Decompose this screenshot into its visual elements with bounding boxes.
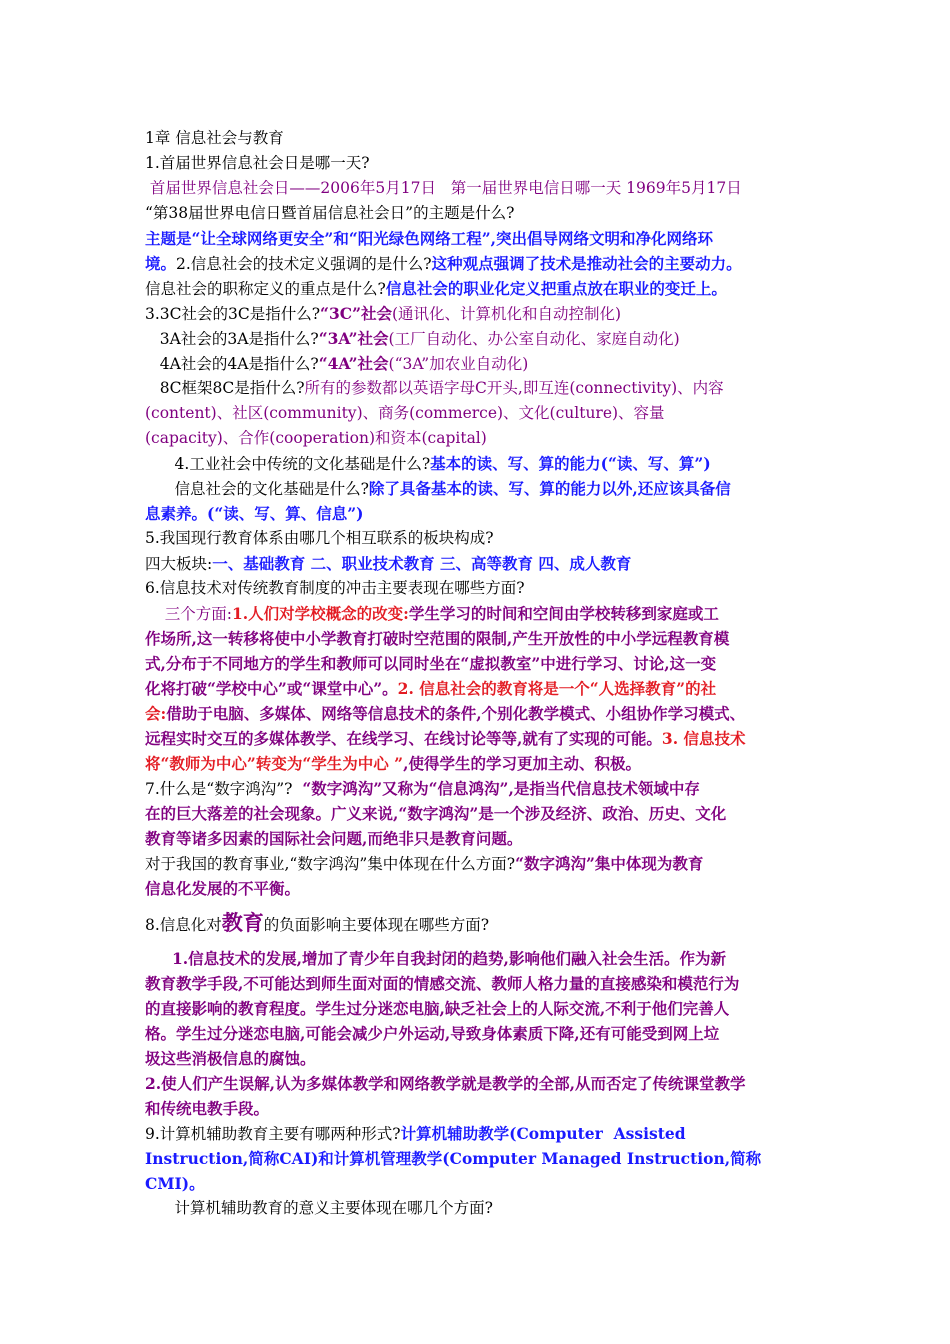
text-segment: 远程实时交互的多媒体教学、在线学习、在线讨论等等,就有了实现的可能。	[145, 729, 662, 748]
text-line	[145, 946, 807, 972]
text-segment: ,使得学生的学习更加主动、积极。	[403, 754, 641, 773]
text-segment: 主题是“让全球网络更安全”和“阳光绿色网络工程”,突出倡导网络文明和净化网络环	[145, 229, 714, 248]
text-segment: 1.信息技术的发展,增加了青少年自我封闭的趋势,影响他们融入社会生活。作为新	[145, 949, 726, 968]
text-line	[145, 401, 807, 426]
text-line	[145, 326, 807, 352]
text-line	[145, 351, 807, 377]
text-segment: 会:	[145, 704, 167, 723]
text-segment: Instruction,简称CAI)和计算机管理教学(Computer Managed Instruction,简称	[145, 1149, 762, 1168]
text-segment: 基本的读、写、算的能力(“读、写、算”)	[430, 454, 711, 473]
text-segment: 这种观点强调了技术是推动社会的主要动力。	[431, 254, 742, 273]
text-segment: (capacity)、合作(cooperation)和资本(capital)	[145, 429, 487, 447]
text-line	[145, 1071, 807, 1097]
text-line	[145, 451, 807, 477]
text-line	[145, 1021, 807, 1047]
text-line	[145, 751, 807, 777]
text-segment: 学生学习的时间和空间由学校转移到家庭或工	[408, 604, 719, 623]
text-line	[145, 876, 807, 902]
text-segment: 2.使人们产生误解,认为多媒体教学和网络教学就是教学的全部,从而否定了传统课堂教学	[145, 1074, 746, 1093]
text-line	[145, 626, 807, 652]
text-segment: 1.首届世界信息社会日是哪一天?	[145, 154, 370, 172]
text-segment: 4A社会的4A是指什么?	[145, 355, 319, 373]
text-line	[145, 1196, 807, 1221]
text-segment: 计算机辅助教学(Computer Assisted	[400, 1124, 686, 1143]
text-line	[145, 676, 807, 702]
text-segment: 3. 信息技术	[661, 729, 746, 748]
text-segment: 2.信息社会的技术定义强调的是什么?	[176, 255, 432, 273]
q8-suffix: 的负面影响主要体现在哪些方面?	[263, 916, 490, 934]
text-segment: 1.人们对学校概念的改变:	[231, 604, 409, 623]
text-segment: 将“教师为中心”转变为“学生为中心 ”	[145, 754, 404, 773]
text-segment: 6.信息技术对传统教育制度的冲击主要表现在哪些方面?	[145, 579, 525, 597]
text-segment: 3.3C社会的3C是指什么?	[145, 305, 321, 323]
text-segment: 格。学生过分迷恋电脑,可能会减少户外运动,导致身体素质下降,还有可能受到网上垃	[145, 1024, 720, 1043]
text-segment: 借助于电脑、多媒体、网络等信息技术的条件,个别化教学模式、小组协作学习模式、	[166, 704, 746, 723]
text-line	[145, 601, 807, 627]
text-line	[145, 1146, 807, 1172]
text-segment: “3C”社会	[320, 304, 392, 323]
text-line	[145, 276, 807, 302]
text-segment: 计算机辅助教育的意义主要体现在哪几个方面?	[145, 1199, 493, 1217]
text-segment: 三个方面:	[145, 605, 232, 623]
text-line	[145, 201, 807, 226]
question-8	[145, 908, 807, 940]
chapter-heading: 1章 信息社会与教育	[145, 129, 284, 147]
text-segment: 教育等诸多因素的国际社会问题,而绝非只是教育问题。	[145, 829, 523, 848]
text-segment: (“3A”加农业自动化)	[388, 355, 529, 373]
text-segment: (content)、社区(community)、商务(commerce)、文化(culture)、容量	[145, 404, 665, 422]
text-segment: 在的巨大落差的社会现象。广义来说,“数字鸿沟”是一个涉及经济、政治、历史、文化	[145, 804, 727, 823]
text-segment: 式,分布于不同地方的学生和教师可以同时坐在“虚拟教室”中进行学习、讨论,这一变	[145, 654, 717, 673]
text-line	[145, 996, 807, 1022]
text-segment: “3A”社会	[318, 329, 389, 348]
text-segment: 作场所,这一转移将使中小学教育打破时空范围的限制,产生开放性的中小学远程教育模	[145, 629, 730, 648]
text-segment: 4.工业社会中传统的文化基础是什么?	[145, 455, 431, 473]
text-segment: (工厂自动化、办公室自动化、家庭自动化)	[388, 330, 680, 348]
text-segment: “数字鸿沟”集中体现为教育	[515, 854, 704, 873]
text-segment: 和传统电教手段。	[145, 1099, 270, 1118]
text-segment: 除了具备基本的读、写、算的能力以外,还应该具备信	[368, 479, 731, 498]
text-line	[145, 476, 807, 502]
q8-prefix: 8.信息化对	[145, 916, 222, 934]
text-line	[145, 726, 807, 752]
text-segment: “4A”社会	[318, 354, 389, 373]
text-segment: 对于我国的教育事业,“数字鸿沟”集中体现在什么方面?	[145, 855, 516, 873]
text-line	[145, 251, 807, 277]
text-segment: 信息化发展的不平衡。	[145, 879, 301, 898]
text-line	[145, 651, 807, 677]
text-segment: 首届世界信息社会日——2006年5月17日 第一届世界电信日哪一天 1969年5月17日	[145, 179, 742, 197]
text-line	[145, 151, 807, 176]
text-segment: (通讯化、计算机化和自动控制化)	[392, 305, 622, 323]
text-line	[145, 776, 807, 802]
text-line	[145, 1121, 807, 1147]
text-line	[145, 526, 807, 551]
text-segment: 3A社会的3A是指什么?	[145, 330, 319, 348]
text-line	[145, 576, 807, 601]
text-segment: 2. 信息社会的教育将是一个“人选择教育”的社	[397, 679, 717, 698]
text-line	[145, 1171, 807, 1197]
q8-emphasis: 教育	[221, 910, 264, 935]
text-line	[145, 851, 807, 877]
text-line	[145, 701, 807, 727]
text-line	[145, 501, 807, 527]
text-segment: 5.我国现行教育体系由哪几个相互联系的板块构成?	[145, 529, 494, 547]
text-line	[145, 1046, 807, 1072]
text-segment: 的直接影响的教育程度。学生过分迷恋电脑,缺乏社会上的人际交流,不利于他们完善人	[145, 999, 730, 1018]
text-line	[145, 801, 807, 827]
text-segment: 信息社会的文化基础是什么?	[145, 480, 369, 498]
text-line	[145, 551, 807, 577]
text-line	[145, 971, 807, 997]
text-segment: “数字鸿沟”又称为“信息鸿沟”,是指当代信息技术领域中存	[302, 779, 700, 798]
text-line	[145, 826, 807, 852]
text-segment: 8C框架8C是指什么?	[145, 379, 305, 397]
text-segment: 信息社会的职称定义的重点是什么?	[145, 280, 386, 298]
text-line	[145, 176, 807, 201]
text-segment: 7.什么是“数字鸿沟”?	[145, 780, 303, 798]
text-line	[145, 301, 807, 327]
text-line	[145, 1096, 807, 1122]
text-segment: 9.计算机辅助教育主要有哪两种形式?	[145, 1125, 401, 1143]
text-line	[145, 426, 807, 451]
text-segment: 化将打破“学校中心”或“课堂中心”。	[145, 679, 398, 698]
text-segment: 一、基础教育 二、职业技术教育 三、高等教育 四、成人教育	[212, 554, 632, 573]
text-segment: 四大板块:	[145, 555, 213, 573]
text-segment: 信息社会的职业化定义把重点放在职业的变迁上。	[385, 279, 727, 298]
text-segment: 教育教学手段,不可能达到师生面对面的情感交流、教师人格力量的直接感染和模范行为	[145, 974, 740, 993]
text-segment: 所有的参数都以英语字母C开头,即互连(connectivity)、内容	[304, 379, 724, 397]
text-segment: 境。	[145, 254, 177, 273]
text-segment: “第38届世界电信日暨首届信息社会日”的主题是什么?	[145, 204, 515, 222]
text-segment: 息素养。(“读、写、算、信息”)	[145, 504, 364, 523]
text-line	[145, 376, 807, 401]
text-segment: CMI)。	[145, 1174, 205, 1193]
text-line	[145, 226, 807, 252]
text-segment: 圾这些消极信息的腐蚀。	[145, 1049, 316, 1068]
